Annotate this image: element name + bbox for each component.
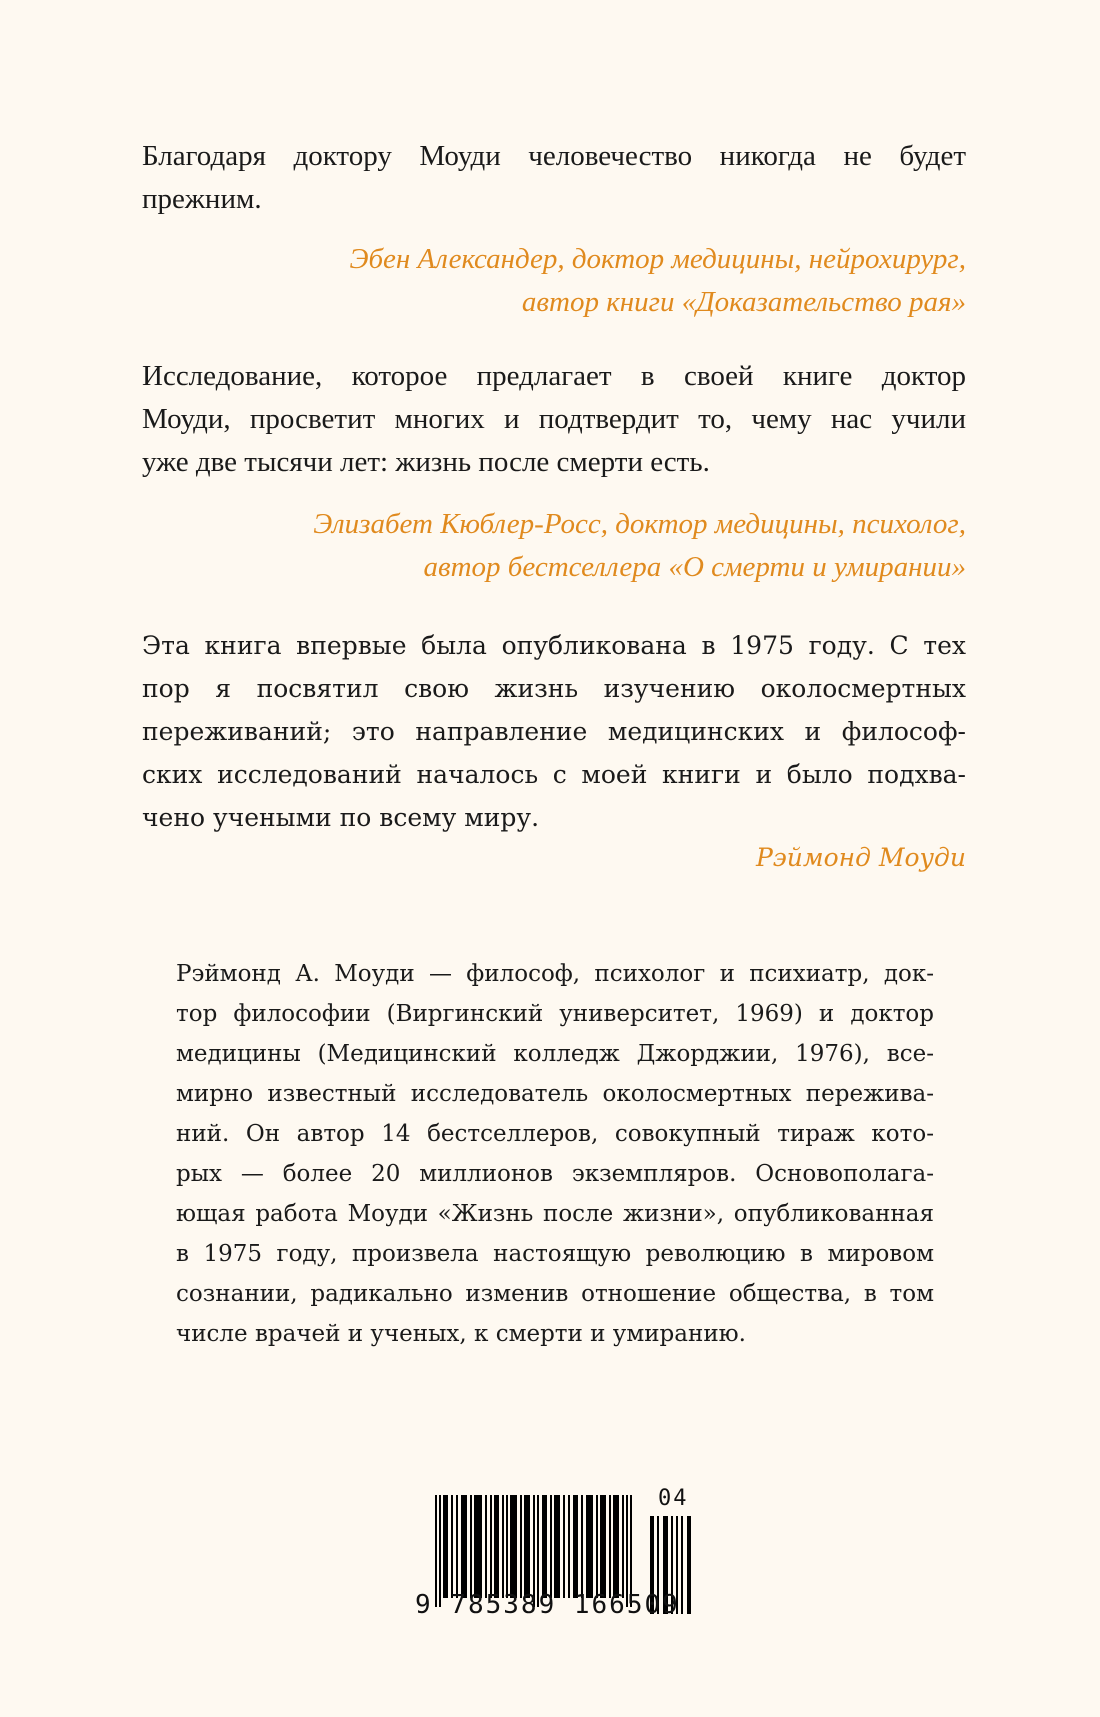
statement-line: Эта книга впервые была опубликована в 1975 году. С тех xyxy=(142,631,966,660)
bio-line: в 1975 году, произвела настоящую революцию в мировом xyxy=(176,1241,934,1267)
attribution-line: Эбен Александер, доктор медицины, нейрохирург, xyxy=(349,243,966,275)
quote-1-text xyxy=(142,135,966,221)
addon-digits: 04 xyxy=(658,1486,689,1511)
quote-2-text xyxy=(142,355,966,484)
quote-2-line: Моуди, просветит многих и подтвердит то, чему нас учили xyxy=(142,403,966,435)
quote-1-line: прежним. xyxy=(142,183,262,215)
statement-line: пор я посвятил свою жизнь изучению околосмертных xyxy=(142,674,966,703)
bio-line: тор философии (Виргинский университет, 1969) и доктор xyxy=(176,1001,934,1027)
bio-line: Рэймонд А. Моуди — философ, психолог и психиатр, док- xyxy=(176,961,934,987)
quote-1-attribution xyxy=(166,238,966,324)
bio-line: мирно известный исследователь околосмертных пережива- xyxy=(176,1081,934,1107)
bio-line: рых — более 20 миллионов экземпляров. Основополага- xyxy=(176,1161,934,1187)
bio-line: числе врачей и ученых, к смерти и умиранию. xyxy=(176,1321,746,1347)
bio-line: ний. Он автор 14 бестселлеров, совокупный тираж кото- xyxy=(176,1121,934,1147)
bio-line: медицины (Медицинский колледж Джорджии, 1976), все- xyxy=(176,1041,934,1067)
statement-line: чено учеными по всему миру. xyxy=(142,803,540,832)
attribution-line: Элизабет Кюблер-Росс, доктор медицины, психолог, xyxy=(313,508,966,540)
attribution-line: Рэймонд Моуди xyxy=(755,843,966,872)
quote-2-line: уже две тысячи лет: жизнь после смерти есть. xyxy=(142,446,710,478)
author-bio xyxy=(176,954,934,1354)
statement-line: ских исследований началось с моей книги и было подхва- xyxy=(142,760,966,789)
bio-line: сознании, радикально изменив отношение общества, в том xyxy=(176,1281,934,1307)
author-signature xyxy=(366,836,966,879)
quote-1-line: Благодаря доктору Моуди человечество никогда не будет xyxy=(142,140,966,172)
author-statement xyxy=(142,624,966,839)
statement-line: переживаний; это направление медицинских и философ- xyxy=(142,717,966,746)
attribution-line: автор бестселлера «О смерти и умирании» xyxy=(423,551,966,583)
isbn-barcode xyxy=(415,1486,705,1620)
isbn-digits: 9 785389 166509 xyxy=(415,1590,680,1620)
quote-2-line: Исследование, которое предлагает в своей книге доктор xyxy=(142,360,966,392)
bio-line: ющая работа Моуди «Жизнь после жизни», опубликованная xyxy=(176,1201,934,1227)
quote-2-attribution xyxy=(166,503,966,589)
attribution-line: автор книги «Доказательство рая» xyxy=(521,286,966,318)
